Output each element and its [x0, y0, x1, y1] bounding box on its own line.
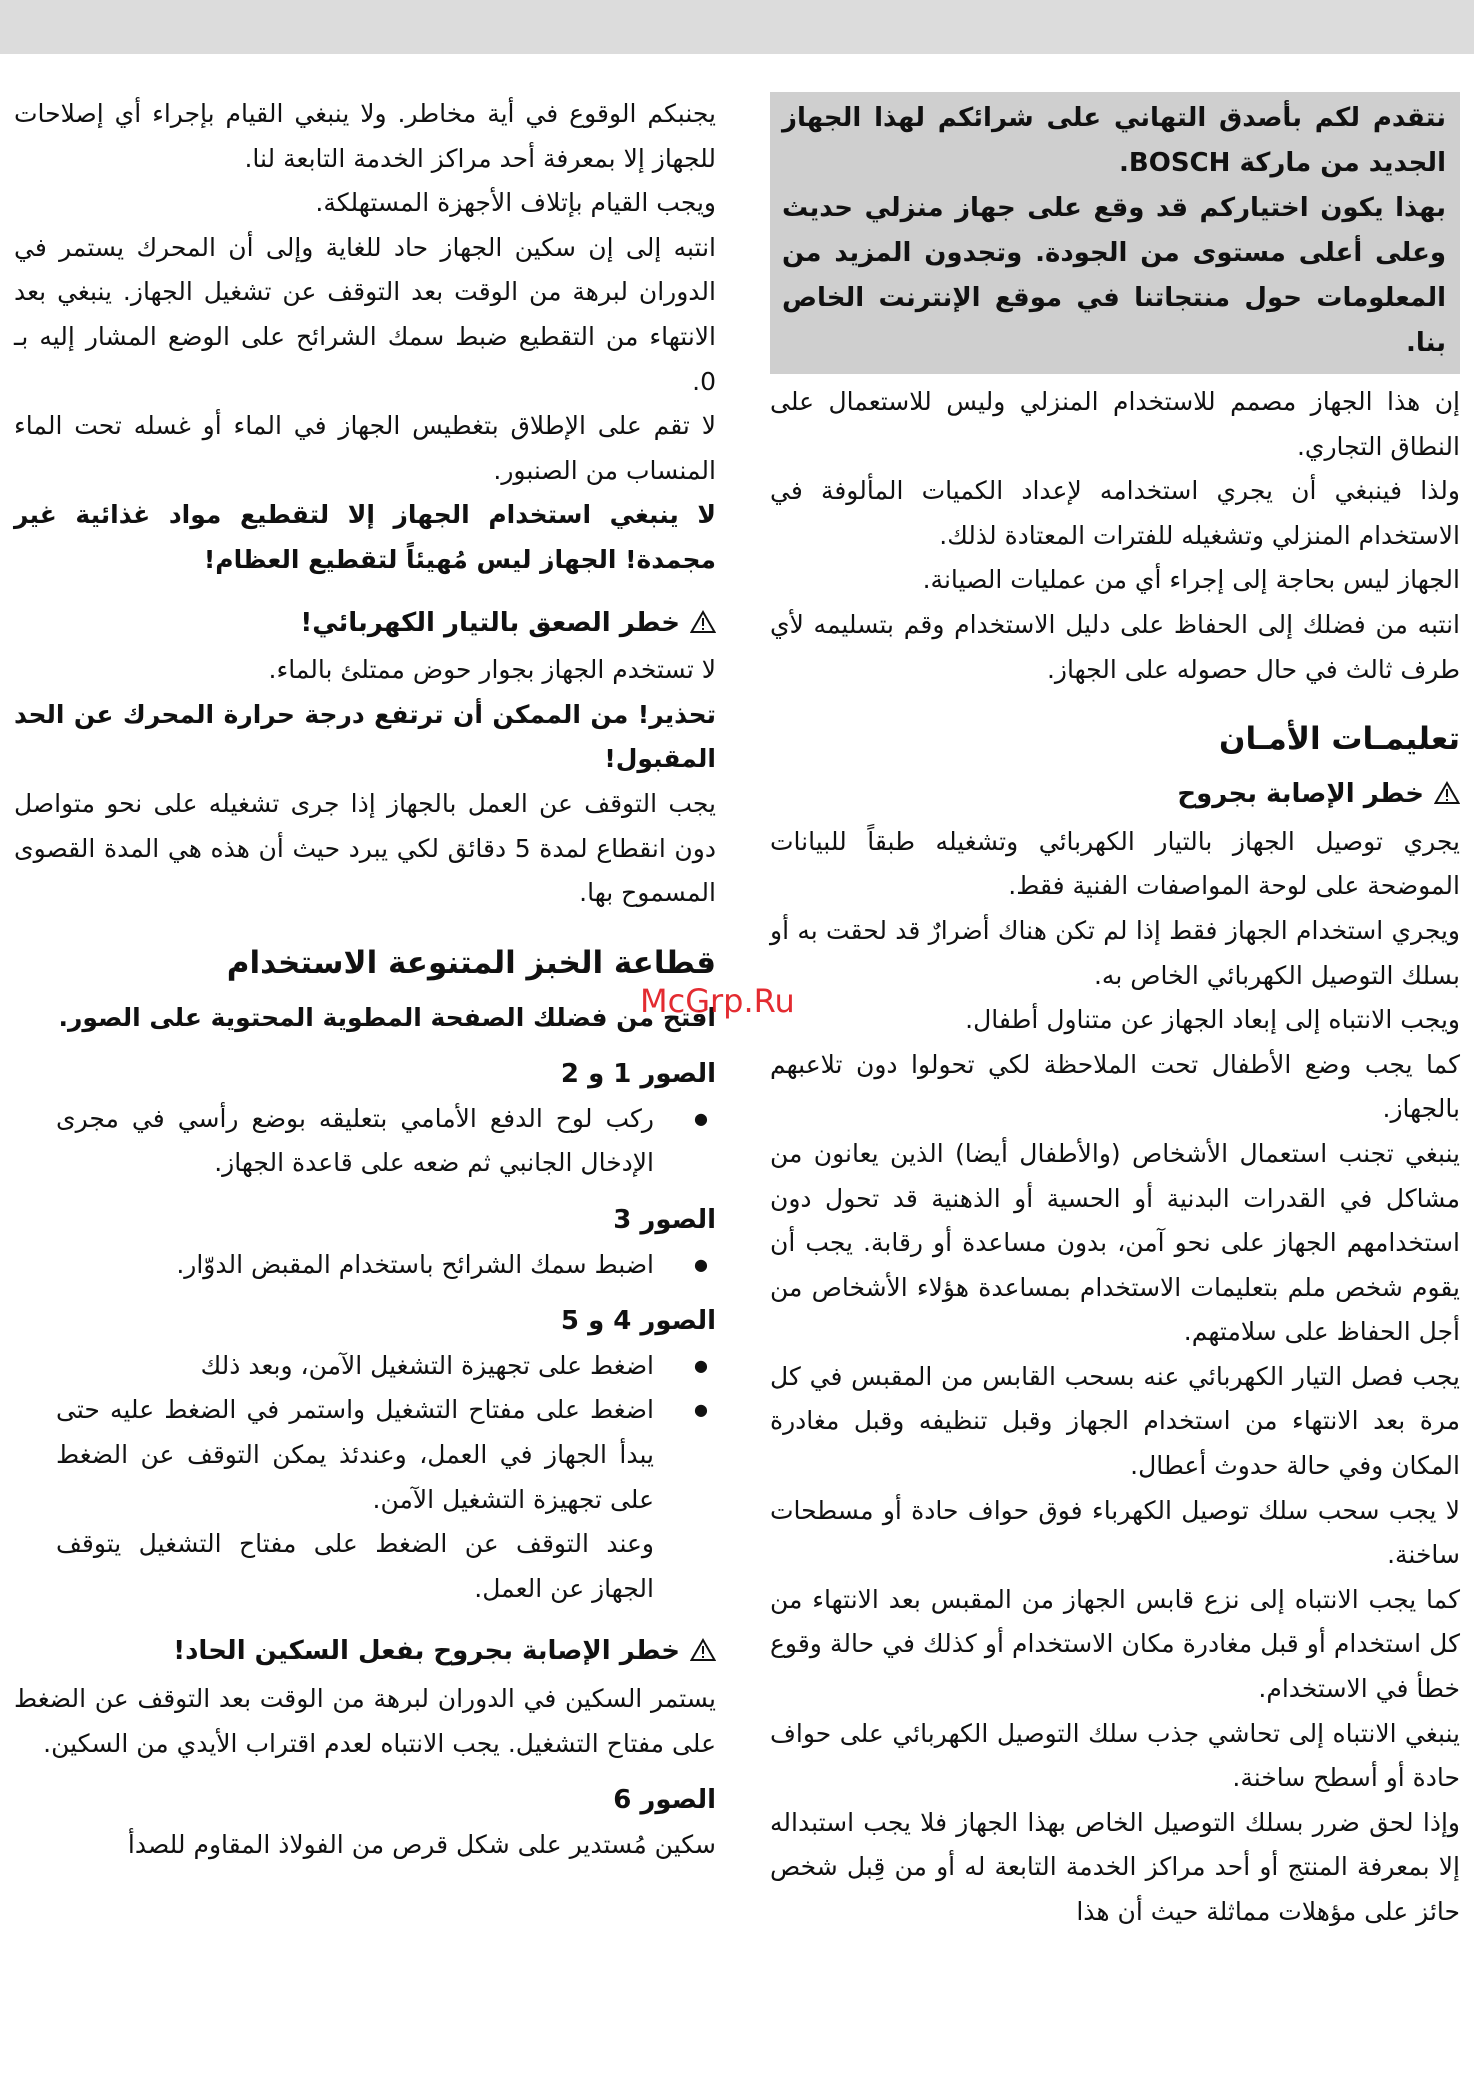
paragraph: انتبه إلى إن سكين الجهاز حاد للغاية وإلى أن المحرك يستمر في الدوران لبرهة من الوقت بعد التوقف عن تشغيل الجهاز. ينبغي بعد الانتهاء من التقطيع ضبط سمك الشرائح على الوضع المشار إليه بـ 0.	[14, 232, 716, 396]
list-item: ● ركب لوح الدفع الأمامي بتعليقه بوضع رأسي في مجرى الإدخال الجانبي ثم ضعه على قاعدة الجهاز.	[56, 1097, 716, 1186]
blade-warning-text: خطر الإصابة بجروح بفعل السكين الحاد!	[173, 1636, 680, 1667]
figure-heading: الصور 3	[613, 1205, 716, 1236]
paragraph: الجهاز ليس بحاجة إلى إجراء أي من عمليات الصيانة.	[922, 565, 1460, 595]
open-page-instruction: افتح من فضلك الصفحة المطوية المحتوية على الصور.	[58, 1002, 716, 1032]
injury-warning-heading	[770, 772, 1460, 820]
intro-box	[770, 92, 1460, 374]
figure-heading: الصور 1 و 2	[560, 1059, 716, 1090]
shock-warning-heading	[14, 601, 716, 649]
shock-warning-text: خطر الصعق بالتيار الكهربائي!	[300, 607, 680, 638]
intro-quality: بهذا يكون اختياركم قد وقع على جهاز منزلي حديث وعلى أعلى مستوى من الجودة. وتجدون المزيد من المعلومات حول منتجاتنا في موقع الإنترنت الخاص بنا.	[782, 193, 1446, 358]
list-item: ● اضبط سمك الشرائح باستخدام المقبض الدوّار.	[56, 1243, 716, 1288]
top-banner	[0, 0, 1474, 54]
list-item: ● اضغط على تجهيزة التشغيل الآمن، وبعد ذلك	[56, 1344, 716, 1389]
paragraph: وإذا لحق ضرر بسلك التوصيل الخاص بهذا الجهاز فلا يجب استبداله إلا بمعرفة المنتج أو أحد مراكز الخدمة التابعة له أو من قِبل شخص حائز على مؤهلات مماثلة حيث أن هذا	[770, 1807, 1460, 1926]
paragraph: ينبغي تجنب استعمال الأشخاص (والأطفال أيضا) الذين يعانون من مشاكل في القدرات البدنية أو الحسية أو الذهنية قد تحول دون استخدامهم الجهاز على نحو آمن، بدون مساعدة أو رقابة. يجب أن يقوم شخص ملم بتعليمات الاستخدام بمساعدة هؤلاء الأشخاص من أجل الحفاظ على سلامتهم.	[770, 1138, 1460, 1347]
figure-heading: الصور 6	[613, 1785, 716, 1816]
paragraph: ويجب القيام بإتلاف الأجهزة المستهلكة.	[315, 188, 716, 218]
bold-notice: لا ينبغي استخدام الجهاز إلا لتقطيع مواد غذائية غير مجمدة! الجهاز ليس مُهيئاً لتقطيع العظام!	[14, 500, 716, 574]
bullet-list	[14, 1344, 716, 1522]
paragraph: يجنبكم الوقوع في أية مخاطر. ولا ينبغي القيام بإجراء أي إصلاحات للجهاز إلا بمعرفة أحد مراكز الخدمة التابعة لنا.	[14, 99, 716, 173]
safety-heading: تعليمـات الأمـان	[1218, 721, 1460, 758]
paragraph: سكين مُستدير على شكل قرص من الفولاذ المقاوم للصدأ	[127, 1829, 716, 1859]
paragraph: لا تقم على الإطلاق بتغطيس الجهاز في الماء أو غسله تحت الماء المنساب من الصنبور.	[14, 411, 716, 485]
bullet-list	[14, 1097, 716, 1186]
watermark: McGrp.Ru	[640, 982, 795, 1020]
paragraph: يجب فصل التيار الكهربائي عنه بسحب القابس من المقبس في كل مرة بعد الانتهاء من استخدام الجهاز وقبل تنظيفه وقبل مغادرة المكان وفي حالة حدوث أعطال.	[770, 1361, 1460, 1481]
blade-warning-heading	[14, 1629, 716, 1677]
warning-triangle-icon	[690, 1632, 716, 1677]
paragraph: لا يجب سحب سلك توصيل الكهرباء فوق حواف حادة أو مسطحات ساخنة.	[770, 1495, 1460, 1570]
paragraph: ولذا فينبغي أن يجري استخدامه لإعداد الكميات المألوفة في الاستخدام المنزلي وتشغيله للفترات المعتادة لذلك.	[770, 476, 1460, 550]
paragraph: كما يجب وضع الأطفال تحت الملاحظة لكي تحولوا دون تلاعبهم بالجهاز.	[770, 1049, 1460, 1124]
section-heading: قطاعة الخبز المتنوعة الاستخدام	[226, 944, 716, 981]
right-column	[770, 92, 1460, 1935]
left-column	[14, 92, 716, 1867]
warning-triangle-icon	[690, 604, 716, 649]
paragraph: كما يجب الانتباه إلى نزع قابس الجهاز من المقبس بعد الانتهاء من كل استخدام أو قبل مغادرة مكان الاستخدام أو كذلك في حالة وقوع خطأ في الاستخدام.	[770, 1584, 1460, 1704]
intro-congrats: نتقدم لكم بأصدق التهاني على شرائكم لهذا الجهاز الجديد من ماركة BOSCH.	[782, 103, 1446, 178]
paragraph: ويجري استخدام الجهاز فقط إذا لم تكن هناك أضرارٌ قد لحقت به أو بسلك التوصيل الكهربائي الخاص به.	[770, 915, 1460, 990]
paragraph: يجري توصيل الجهاز بالتيار الكهربائي وتشغيله طبقاً للبيانات الموضحة على لوحة المواصفات الفنية فقط.	[770, 826, 1460, 901]
paragraph: ويجب الانتباه إلى إبعاد الجهاز عن متناول أطفال.	[965, 1005, 1460, 1035]
paragraph: انتبه من فضلك إلى الحفاظ على دليل الاستخدام وقم بتسليمه لأي طرف ثالث في حال حصوله على الجهاز.	[770, 609, 1460, 684]
paragraph: وعند التوقف عن الضغط على مفتاح التشغيل يتوقف الجهاز عن العمل.	[56, 1529, 654, 1603]
figure-heading: الصور 4 و 5	[560, 1306, 716, 1337]
paragraph: يستمر السكين في الدوران لبرهة من الوقت بعد التوقف عن الضغط على مفتاح التشغيل. يجب الانتباه لعدم اقتراب الأيدي من السكين.	[14, 1684, 716, 1758]
warning-triangle-icon	[1434, 775, 1460, 820]
paragraph: ينبغي الانتباه إلى تحاشي جذب سلك التوصيل الكهربائي على حواف حادة أو أسطح ساخنة.	[770, 1718, 1460, 1793]
heat-warning: تحذير! من الممكن أن ترتفع درجة حرارة المحرك عن الحد المقبول!	[14, 699, 716, 774]
paragraph: إن هذا الجهاز مصمم للاستخدام المنزلي وليس للاستعمال على النطاق التجاري.	[770, 387, 1460, 461]
paragraph: لا تستخدم الجهاز بجوار حوض ممتلئ بالماء.	[268, 655, 716, 685]
bullet-list	[14, 1243, 716, 1288]
paragraph: يجب التوقف عن العمل بالجهاز إذا جرى تشغيله على نحو متواصل دون انقطاع لمدة 5 دقائق لكي يبرد حيث أن هذه هي المدة القصوى المسموح بها.	[14, 788, 716, 908]
injury-warning-text: خطر الإصابة بجروح	[1177, 779, 1424, 810]
list-item: ● اضغط على مفتاح التشغيل واستمر في الضغط عليه حتى يبدأ الجهاز في العمل، وعندئذ يمكن التوقف عن الضغط على تجهيزة التشغيل الآمن.	[56, 1388, 716, 1522]
